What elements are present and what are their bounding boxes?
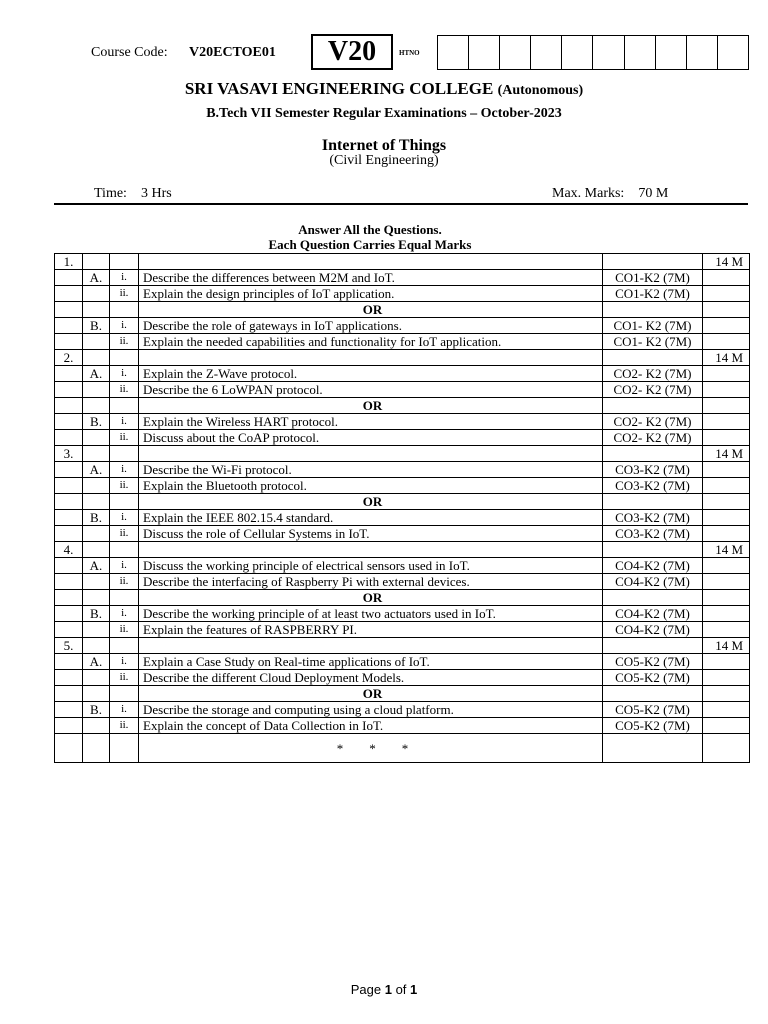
college-status: (Autonomous) — [497, 83, 584, 98]
question-text: Describe the working principle of at least two actuators used in IoT. — [139, 606, 603, 622]
empty-cell — [83, 542, 110, 558]
sub-label: i. — [110, 462, 139, 478]
question-row — [55, 350, 750, 366]
instruction-line: Answer All the Questions. — [298, 222, 442, 237]
sub-question-row — [55, 382, 750, 398]
sub-label: ii. — [110, 526, 139, 542]
empty-cell — [83, 286, 110, 302]
empty-cell — [703, 590, 750, 606]
empty-cell — [55, 478, 83, 494]
question-text: Describe the role of gateways in IoT applications. — [139, 318, 603, 334]
question-number: 2. — [55, 350, 83, 366]
time-value: 3 Hrs — [140, 186, 172, 201]
sub-label: i. — [110, 510, 139, 526]
empty-cell — [55, 302, 83, 318]
sub-label: ii. — [110, 286, 139, 302]
question-number: 4. — [55, 542, 83, 558]
empty-cell — [703, 510, 750, 526]
sub-label: i. — [110, 606, 139, 622]
sub-question-row — [55, 334, 750, 350]
sub-label: i. — [110, 366, 139, 382]
empty-cell — [55, 462, 83, 478]
empty-cell — [603, 734, 703, 763]
question-text: Discuss the role of Cellular Systems in IoT. — [139, 526, 603, 542]
question-text: Discuss about the CoAP protocol. — [139, 430, 603, 446]
empty-cell — [55, 398, 83, 414]
sub-question-row — [55, 270, 750, 286]
question-table — [54, 253, 750, 763]
empty-cell — [110, 350, 139, 366]
empty-cell — [55, 430, 83, 446]
empty-cell — [83, 590, 110, 606]
empty-cell — [703, 286, 750, 302]
course-outcome: CO5-K2 (7M) — [603, 670, 703, 686]
sub-question-row — [55, 318, 750, 334]
empty-cell — [83, 430, 110, 446]
page-current: 1 — [384, 982, 392, 997]
end-row — [55, 734, 750, 763]
empty-cell — [703, 366, 750, 382]
part-label: A. — [83, 558, 110, 574]
sub-question-row — [55, 606, 750, 622]
empty-cell — [55, 702, 83, 718]
empty-cell — [83, 718, 110, 734]
empty-cell — [139, 638, 603, 654]
question-text: Explain the design principles of IoT application. — [139, 286, 603, 302]
empty-cell — [55, 510, 83, 526]
question-number: 5. — [55, 638, 83, 654]
or-row — [55, 302, 750, 318]
empty-cell — [55, 622, 83, 638]
time-info — [94, 186, 172, 202]
empty-cell — [110, 302, 139, 318]
sub-label: i. — [110, 414, 139, 430]
part-label: B. — [83, 414, 110, 430]
htno-cell[interactable] — [656, 36, 687, 69]
htno-cell[interactable] — [687, 36, 718, 69]
sub-label: ii. — [110, 622, 139, 638]
or-row — [55, 398, 750, 414]
sub-question-row — [55, 622, 750, 638]
instructions — [0, 222, 740, 252]
empty-cell — [110, 494, 139, 510]
empty-cell — [603, 590, 703, 606]
empty-cell — [603, 494, 703, 510]
branch-title: (Civil Engineering) — [329, 153, 439, 168]
empty-cell — [55, 558, 83, 574]
part-label: A. — [83, 462, 110, 478]
part-label: B. — [83, 702, 110, 718]
empty-cell — [83, 334, 110, 350]
empty-cell — [83, 526, 110, 542]
empty-cell — [83, 574, 110, 590]
empty-cell — [110, 542, 139, 558]
htno-grid[interactable] — [437, 35, 749, 70]
empty-cell — [603, 542, 703, 558]
empty-cell — [703, 478, 750, 494]
empty-cell — [703, 622, 750, 638]
sub-label: ii. — [110, 670, 139, 686]
empty-cell — [83, 622, 110, 638]
empty-cell — [110, 734, 139, 763]
empty-cell — [139, 350, 603, 366]
sub-question-row — [55, 670, 750, 686]
htno-cell[interactable] — [593, 36, 624, 69]
question-marks: 14 M — [703, 254, 750, 270]
course-outcome: CO4-K2 (7M) — [603, 558, 703, 574]
question-row — [55, 254, 750, 270]
empty-cell — [55, 718, 83, 734]
course-code-value: V20ECTOE01 — [189, 45, 276, 60]
sub-question-row — [55, 574, 750, 590]
empty-cell — [110, 254, 139, 270]
empty-cell — [55, 734, 83, 763]
empty-cell — [703, 718, 750, 734]
sub-label: ii. — [110, 478, 139, 494]
empty-cell — [703, 558, 750, 574]
page-total: 1 — [410, 982, 418, 997]
sub-question-row — [55, 478, 750, 494]
sub-question-row — [55, 510, 750, 526]
page-footer — [0, 982, 768, 997]
course-outcome: CO1- K2 (7M) — [603, 334, 703, 350]
question-row — [55, 638, 750, 654]
empty-cell — [83, 686, 110, 702]
course-outcome: CO4-K2 (7M) — [603, 574, 703, 590]
empty-cell — [703, 462, 750, 478]
empty-cell — [603, 254, 703, 270]
sub-question-row — [55, 414, 750, 430]
question-text: Explain the features of RASPBERRY PI. — [139, 622, 603, 638]
or-label: OR — [139, 686, 603, 702]
empty-cell — [110, 398, 139, 414]
htno-cell[interactable] — [562, 36, 593, 69]
empty-cell — [55, 270, 83, 286]
sub-label: i. — [110, 558, 139, 574]
exam-title: B.Tech VII Semester Regular Examinations – October-2023 — [206, 106, 562, 121]
question-text: Explain the needed capabilities and functionality for IoT application. — [139, 334, 603, 350]
empty-cell — [139, 446, 603, 462]
empty-cell — [703, 318, 750, 334]
end-marker: * * * — [139, 734, 603, 763]
course-outcome: CO4-K2 (7M) — [603, 606, 703, 622]
question-text: Describe the different Cloud Deployment Models. — [139, 670, 603, 686]
course-code-label: Course Code: — [91, 45, 168, 60]
course-outcome: CO5-K2 (7M) — [603, 654, 703, 670]
sub-question-row — [55, 702, 750, 718]
sub-label: ii. — [110, 334, 139, 350]
course-outcome: CO5-K2 (7M) — [603, 718, 703, 734]
htno-cell[interactable] — [718, 36, 748, 69]
course-outcome: CO3-K2 (7M) — [603, 526, 703, 542]
empty-cell — [55, 654, 83, 670]
empty-cell — [55, 590, 83, 606]
part-label: B. — [83, 318, 110, 334]
empty-cell — [55, 494, 83, 510]
or-row — [55, 590, 750, 606]
course-outcome: CO2- K2 (7M) — [603, 366, 703, 382]
empty-cell — [139, 542, 603, 558]
course-outcome: CO4-K2 (7M) — [603, 622, 703, 638]
sub-label: ii. — [110, 382, 139, 398]
empty-cell — [703, 686, 750, 702]
empty-cell — [703, 606, 750, 622]
empty-cell — [703, 494, 750, 510]
question-number: 1. — [55, 254, 83, 270]
question-text: Describe the Wi-Fi protocol. — [139, 462, 603, 478]
empty-cell — [703, 702, 750, 718]
sub-question-row — [55, 286, 750, 302]
question-text: Explain the Bluetooth protocol. — [139, 478, 603, 494]
sub-question-row — [55, 654, 750, 670]
empty-cell — [55, 574, 83, 590]
empty-cell — [703, 398, 750, 414]
empty-cell — [703, 430, 750, 446]
empty-cell — [55, 606, 83, 622]
htno-cell[interactable] — [438, 36, 469, 69]
part-label: A. — [83, 654, 110, 670]
part-label: A. — [83, 270, 110, 286]
empty-cell — [83, 254, 110, 270]
sub-question-row — [55, 366, 750, 382]
subject-title: Internet of Things — [321, 137, 447, 154]
empty-cell — [603, 446, 703, 462]
sub-question-row — [55, 558, 750, 574]
empty-cell — [83, 398, 110, 414]
empty-cell — [83, 350, 110, 366]
part-label: A. — [83, 366, 110, 382]
max-marks-info — [552, 186, 668, 202]
regulation-box: V20 — [311, 34, 393, 70]
or-label: OR — [139, 302, 603, 318]
empty-cell — [55, 286, 83, 302]
question-marks: 14 M — [703, 638, 750, 654]
empty-cell — [55, 334, 83, 350]
empty-cell — [83, 478, 110, 494]
part-label: B. — [83, 510, 110, 526]
empty-cell — [703, 654, 750, 670]
part-label: B. — [83, 606, 110, 622]
empty-cell — [703, 270, 750, 286]
sub-label: ii. — [110, 574, 139, 590]
question-row — [55, 542, 750, 558]
page-word: Page — [350, 982, 382, 997]
htno-cell[interactable] — [625, 36, 656, 69]
question-marks: 14 M — [703, 446, 750, 462]
question-text: Describe the 6 LoWPAN protocol. — [139, 382, 603, 398]
question-text: Explain the Z-Wave protocol. — [139, 366, 603, 382]
htno-cell[interactable] — [531, 36, 562, 69]
htno-cell[interactable] — [469, 36, 500, 69]
empty-cell — [55, 526, 83, 542]
sub-label: i. — [110, 702, 139, 718]
empty-cell — [603, 686, 703, 702]
empty-cell — [603, 398, 703, 414]
empty-cell — [83, 446, 110, 462]
question-row — [55, 446, 750, 462]
empty-cell — [55, 318, 83, 334]
empty-cell — [110, 638, 139, 654]
question-text: Explain the Wireless HART protocol. — [139, 414, 603, 430]
empty-cell — [703, 734, 750, 763]
sub-question-row — [55, 462, 750, 478]
course-outcome: CO1- K2 (7M) — [603, 318, 703, 334]
empty-cell — [703, 302, 750, 318]
question-number: 3. — [55, 446, 83, 462]
empty-cell — [83, 638, 110, 654]
empty-cell — [703, 382, 750, 398]
empty-cell — [55, 686, 83, 702]
question-text: Explain a Case Study on Real-time applications of IoT. — [139, 654, 603, 670]
empty-cell — [83, 670, 110, 686]
or-row — [55, 686, 750, 702]
course-outcome: CO3-K2 (7M) — [603, 462, 703, 478]
time-label: Time: — [94, 186, 127, 201]
question-text: Describe the storage and computing using a cloud platform. — [139, 702, 603, 718]
question-text: Explain the IEEE 802.15.4 standard. — [139, 510, 603, 526]
or-label: OR — [139, 398, 603, 414]
college-heading — [0, 79, 768, 99]
empty-cell — [703, 334, 750, 350]
empty-cell — [55, 670, 83, 686]
empty-cell — [55, 366, 83, 382]
empty-cell — [110, 686, 139, 702]
course-outcome: CO1-K2 (7M) — [603, 286, 703, 302]
empty-cell — [703, 574, 750, 590]
sub-label: ii. — [110, 430, 139, 446]
empty-cell — [110, 446, 139, 462]
empty-cell — [603, 638, 703, 654]
empty-cell — [83, 734, 110, 763]
sub-label: i. — [110, 654, 139, 670]
htno-cell[interactable] — [500, 36, 531, 69]
empty-cell — [139, 254, 603, 270]
page-of-word: of — [395, 982, 407, 997]
empty-cell — [603, 302, 703, 318]
header-divider — [54, 203, 748, 205]
question-marks: 14 M — [703, 542, 750, 558]
sub-label: i. — [110, 270, 139, 286]
empty-cell — [110, 590, 139, 606]
empty-cell — [83, 302, 110, 318]
or-label: OR — [139, 590, 603, 606]
course-outcome: CO1-K2 (7M) — [603, 270, 703, 286]
max-marks-label: Max. Marks: — [552, 186, 625, 201]
question-text: Describe the differences between M2M and IoT. — [139, 270, 603, 286]
course-outcome: CO2- K2 (7M) — [603, 414, 703, 430]
max-marks-value: 70 M — [638, 186, 669, 201]
empty-cell — [603, 350, 703, 366]
sub-question-row — [55, 526, 750, 542]
college-name: SRI VASAVI ENGINEERING COLLEGE — [184, 79, 494, 98]
question-text: Discuss the working principle of electrical sensors used in IoT. — [139, 558, 603, 574]
course-outcome: CO2- K2 (7M) — [603, 430, 703, 446]
or-label: OR — [139, 494, 603, 510]
instruction-line: Each Question Carries Equal Marks — [268, 237, 472, 252]
empty-cell — [55, 414, 83, 430]
course-outcome: CO3-K2 (7M) — [603, 478, 703, 494]
sub-label: ii. — [110, 718, 139, 734]
empty-cell — [703, 670, 750, 686]
question-marks: 14 M — [703, 350, 750, 366]
or-row — [55, 494, 750, 510]
question-text: Describe the interfacing of Raspberry Pi with external devices. — [139, 574, 603, 590]
sub-question-row — [55, 430, 750, 446]
sub-label: i. — [110, 318, 139, 334]
empty-cell — [83, 382, 110, 398]
empty-cell — [703, 414, 750, 430]
empty-cell — [55, 382, 83, 398]
question-text: Explain the concept of Data Collection in IoT. — [139, 718, 603, 734]
empty-cell — [83, 494, 110, 510]
sub-question-row — [55, 718, 750, 734]
course-outcome: CO3-K2 (7M) — [603, 510, 703, 526]
course-outcome: CO2- K2 (7M) — [603, 382, 703, 398]
htno-label: HTNO — [399, 49, 420, 57]
course-outcome: CO5-K2 (7M) — [603, 702, 703, 718]
empty-cell — [703, 526, 750, 542]
